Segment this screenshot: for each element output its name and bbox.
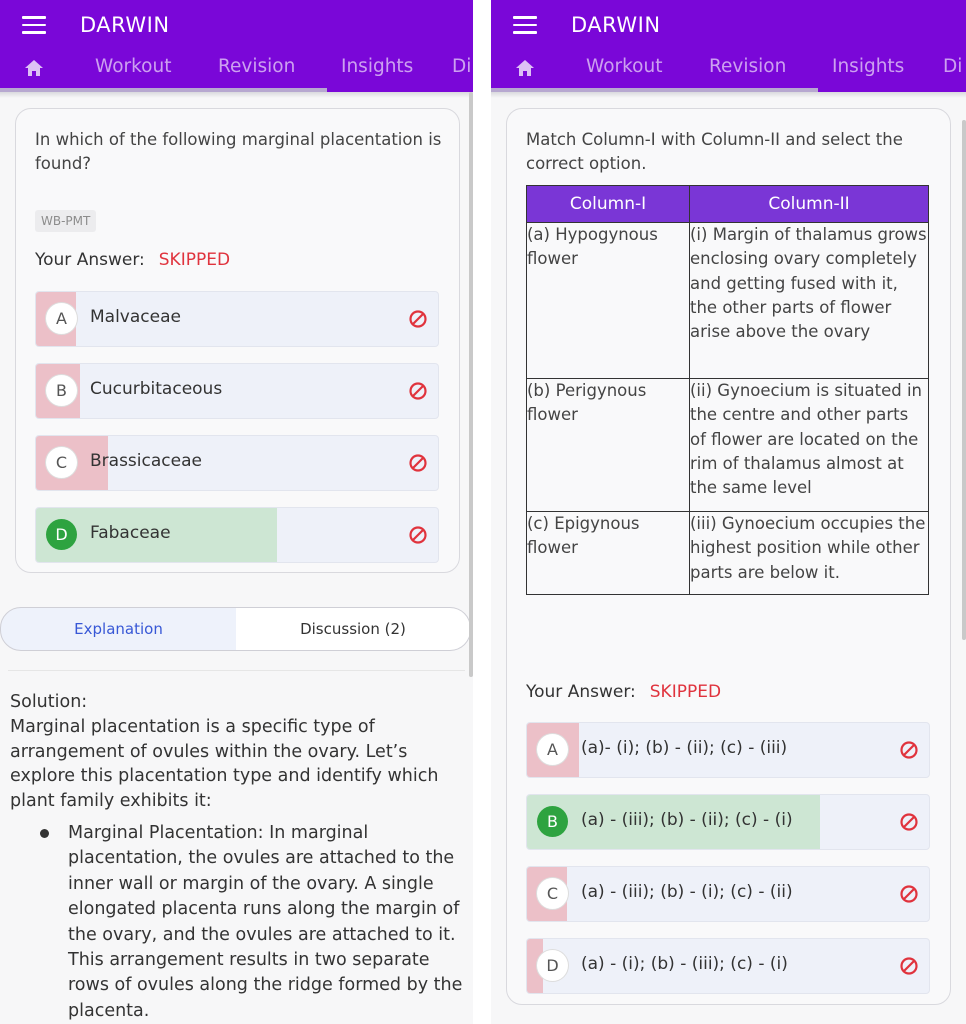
- block-icon: [408, 525, 428, 545]
- exam-tag: WB-PMT: [35, 210, 96, 232]
- tab-workout[interactable]: Workout: [95, 56, 172, 77]
- tab-workout[interactable]: Workout: [586, 56, 663, 77]
- tab-insights[interactable]: Insights: [832, 56, 905, 77]
- left-screen: [0, 0, 473, 1024]
- table-cell: (b) Perigynous flower: [527, 379, 690, 512]
- option-b-text: (a) - (iii); (b) - (ii); (c) - (i): [581, 810, 793, 830]
- block-icon: [899, 884, 919, 904]
- solution-paragraph: Marginal placentation is a specific type of arrangement of ovules within the ovary. Let’s explore this placentation type and identify which plant family exhibits it:: [10, 717, 439, 811]
- panel-divider: [473, 0, 491, 1024]
- table-cell: (ii) Gynoecium is situated in the centre and other parts of flower are located on the rim of thalamus almost at the same level: [690, 379, 929, 512]
- tab-insights[interactable]: Insights: [341, 56, 414, 77]
- option-d-text: (a) - (i); (b) - (iii); (c) - (i): [581, 954, 788, 974]
- app-header: [0, 0, 473, 92]
- option-a-text: Malvaceae: [90, 307, 181, 327]
- match-table: [526, 185, 929, 595]
- option-d-letter: D: [46, 519, 77, 550]
- option-c-letter: C: [46, 447, 77, 478]
- table-row: [527, 379, 929, 512]
- option-b-text: Cucurbitaceous: [90, 379, 223, 399]
- your-answer: [35, 250, 230, 270]
- question-text: In which of the following marginal placentation is found?: [35, 130, 442, 173]
- option-c[interactable]: [526, 866, 930, 922]
- option-b[interactable]: [526, 794, 930, 850]
- option-d-text: Fabaceae: [90, 523, 171, 543]
- option-a[interactable]: [35, 291, 439, 347]
- your-answer-value: SKIPPED: [649, 682, 722, 702]
- home-icon[interactable]: [515, 59, 535, 77]
- block-icon: [899, 740, 919, 760]
- block-icon: [408, 381, 428, 401]
- option-a-letter: A: [46, 303, 77, 334]
- table-cell: (iii) Gynoecium occupies the highest position while other parts are below it.: [690, 512, 929, 595]
- nav-tabs: [491, 50, 966, 92]
- bullet-dot: [40, 829, 49, 838]
- option-c[interactable]: [35, 435, 439, 491]
- table-cell: (c) Epigynous flower: [527, 512, 690, 595]
- block-icon: [899, 812, 919, 832]
- column-header: Column-II: [690, 186, 929, 223]
- home-icon[interactable]: [24, 59, 44, 77]
- block-icon: [408, 453, 428, 473]
- option-c-letter: C: [537, 878, 568, 909]
- block-icon: [408, 309, 428, 329]
- option-d[interactable]: [35, 507, 439, 563]
- option-a-text: (a)- (i); (b) - (ii); (c) - (iii): [581, 738, 788, 758]
- option-d[interactable]: [526, 938, 930, 994]
- your-answer-label: Your Answer:: [35, 250, 145, 270]
- option-c-text: (a) - (iii); (b) - (i); (c) - (ii): [581, 882, 793, 902]
- your-answer-label: Your Answer:: [526, 682, 636, 702]
- nav-tabs: [0, 50, 473, 92]
- option-c-text: Brassicaceae: [90, 451, 202, 471]
- scrollbar[interactable]: [962, 120, 966, 640]
- header-shadow: [491, 92, 966, 98]
- table-cell: (i) Margin of thalamus grows enclosing ovary completely and getting fused with it, the other parts of flower arise above the ovary: [690, 223, 929, 379]
- option-b[interactable]: [35, 363, 439, 419]
- option-b-letter: B: [537, 806, 568, 837]
- tab-explanation[interactable]: Explanation: [0, 607, 237, 651]
- your-answer-value: SKIPPED: [158, 250, 231, 270]
- tab-di[interactable]: Di: [452, 56, 472, 77]
- hamburger-menu-icon[interactable]: [22, 16, 46, 34]
- divider: [8, 670, 465, 671]
- option-b-letter: B: [46, 375, 77, 406]
- solution-bullet: Marginal Placentation: In marginal placentation, the ovules are attached to the inner wall or margin of the ovary. A single elongated placenta runs along the margin of the ovary, and the ovules are attached to it. This arrangement results in two separate rows of ovules along the ridge formed by the placenta.: [68, 823, 463, 1021]
- hamburger-menu-icon[interactable]: [513, 16, 537, 34]
- table-row: [527, 223, 929, 379]
- option-a[interactable]: [526, 722, 930, 778]
- header-shadow: [0, 92, 473, 98]
- table-header-row: [527, 186, 929, 223]
- tab-di[interactable]: Di: [943, 56, 963, 77]
- tab-discussion[interactable]: Discussion (2): [236, 607, 471, 651]
- app-title: DARWIN: [80, 13, 170, 37]
- app-header: [491, 0, 966, 92]
- table-row: [527, 512, 929, 595]
- table-cell: (a) Hypogynous flower: [527, 223, 690, 379]
- your-answer: [526, 682, 721, 702]
- tab-revision[interactable]: Revision: [218, 56, 296, 77]
- option-d-letter: D: [537, 950, 568, 981]
- question-text: Match Column-I with Column-II and select the correct option.: [526, 130, 903, 173]
- solution-heading: Solution:: [10, 692, 88, 712]
- column-header: Column-I: [527, 186, 690, 223]
- tab-revision[interactable]: Revision: [709, 56, 787, 77]
- option-a-letter: A: [537, 734, 568, 765]
- block-icon: [899, 956, 919, 976]
- app-title: DARWIN: [571, 13, 661, 37]
